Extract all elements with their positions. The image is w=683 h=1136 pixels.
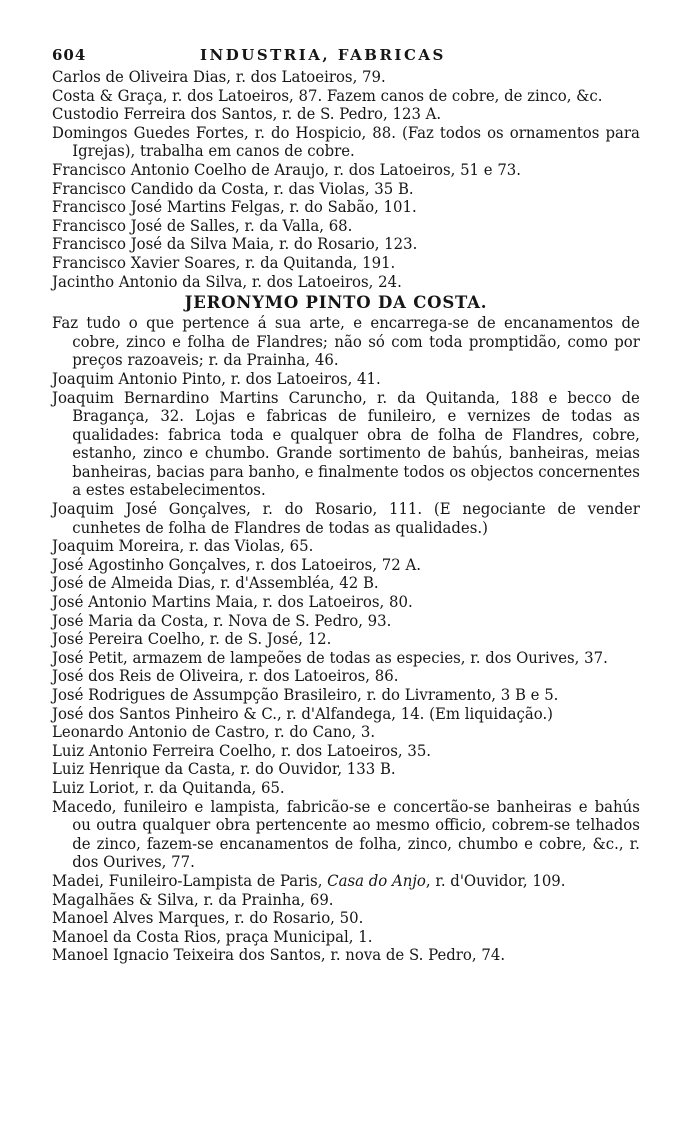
entry-name: Joaquim José Gonçalves, bbox=[52, 499, 251, 519]
list-item bbox=[52, 798, 640, 872]
entry-list-after bbox=[52, 368, 640, 965]
list-item bbox=[52, 779, 640, 798]
entry-name: Costa & Graça, bbox=[52, 85, 168, 105]
list-item bbox=[52, 723, 640, 742]
entry-details: r. dos Latoeiros, 41. bbox=[225, 368, 381, 388]
entry-name: José de Almeida Dias, bbox=[52, 573, 216, 593]
list-item bbox=[52, 630, 640, 649]
page-number: 604 bbox=[52, 46, 87, 64]
entry-name: Joaquim Bernardino Martins Caruncho, bbox=[52, 387, 367, 407]
list-item bbox=[52, 909, 640, 928]
entry-shop-name: Casa do Anjo bbox=[327, 870, 426, 890]
list-item bbox=[52, 891, 640, 910]
entry-name: Magalhães & Silva, bbox=[52, 889, 199, 909]
entry-name: Custodio Ferreira dos Santos, bbox=[52, 104, 278, 124]
list-item bbox=[52, 649, 640, 668]
entry-name: Luiz Loriot, bbox=[52, 777, 140, 797]
entry-name: Manoel Ignacio Teixeira dos Santos, bbox=[52, 945, 326, 965]
entry-details: r. do Hospicio, 88. (Faz todos os ornamentos para Igrejas), trabalha em canos de cobre. bbox=[72, 122, 640, 161]
list-item bbox=[52, 556, 640, 575]
featured-heading: JERONYMO PINTO DA COSTA. bbox=[184, 293, 488, 313]
running-head bbox=[52, 42, 620, 68]
list-item bbox=[52, 705, 640, 724]
list-item bbox=[52, 389, 640, 501]
entry-name: Leonardo Antonio de Castro, bbox=[52, 722, 270, 742]
entry-name: José Maria da Costa, bbox=[52, 610, 209, 630]
entry-details: r. do Ouvidor, 133 B. bbox=[235, 759, 396, 779]
entry-details: r. da Quitanda, 65. bbox=[139, 777, 285, 797]
entry-name: Madei, Funileiro-Lampista de Paris, bbox=[52, 870, 323, 890]
entry-name: José Petit, bbox=[52, 647, 128, 667]
list-item bbox=[52, 370, 640, 389]
list-item bbox=[52, 500, 640, 537]
entry-details: r. dos Latoeiros, 87. Fazem canos de cobre, de zinco, &c. bbox=[167, 85, 603, 105]
list-item bbox=[52, 928, 640, 947]
entry-name: Francisco Xavier Soares, bbox=[52, 252, 241, 272]
entry-details: r. dos Latoeiros, 86. bbox=[243, 666, 399, 686]
entry-name: Luiz Antonio Ferreira Coelho, bbox=[52, 740, 277, 760]
entry-name: José dos Santos Pinheiro & C., bbox=[52, 703, 282, 723]
list-item bbox=[52, 612, 640, 631]
entry-name: Manoel Alves Marques, bbox=[52, 908, 230, 928]
list-item bbox=[52, 124, 640, 161]
entry-name: José Rodrigues de Assumpção Brasileiro, bbox=[52, 685, 362, 704]
entry-details: r. dos Latoeiros, 79. bbox=[230, 67, 386, 86]
entry-details: funileiro e lampista, fabricão-se e concertão-se banheiras e bahús ou outra qualquer obra pertencente ao mesmo officio, cobrem-se telhados de zinco, fazem-se encanamentos de folha, zinco, chumbo e cobre, &c., r. dos Ourives, 77. bbox=[72, 796, 640, 872]
entry-details: , r. d'Ouvidor, 109. bbox=[425, 870, 566, 890]
entry-name: Francisco Antonio Coelho de Araujo, bbox=[52, 159, 330, 179]
list-item bbox=[52, 68, 640, 87]
entry-name: Francisco José da Silva Maia, bbox=[52, 234, 275, 254]
entry-details: r. da Prainha, 69. bbox=[198, 889, 334, 909]
entry-details: r. d'Assembléa, 42 B. bbox=[215, 573, 379, 593]
entry-name: Jacintho Antonio da Silva, bbox=[52, 271, 248, 291]
entry-details: r. do Sabão, 101. bbox=[284, 197, 417, 217]
entry-details: r. dos Latoeiros, 80. bbox=[257, 592, 413, 612]
directory-page bbox=[52, 42, 640, 965]
entry-details: r. do Rosario, 111. (E negociante de vender cunhetes de folha de Flandres de todas as qualidades.) bbox=[72, 499, 640, 537]
entry-details: r. Nova de S. Pedro, 93. bbox=[208, 610, 392, 630]
list-item bbox=[52, 537, 640, 556]
list-item bbox=[52, 742, 640, 761]
entry-name: José Antonio Martins Maia, bbox=[52, 592, 258, 612]
entry-details: r. nova de S. Pedro, 74. bbox=[325, 945, 506, 965]
list-item bbox=[52, 198, 640, 217]
entry-details: r. do Livramento, 3 B e 5. bbox=[361, 685, 559, 704]
list-item bbox=[52, 946, 640, 965]
list-item bbox=[52, 105, 640, 124]
entry-details: r. de S. Pedro, 123 A. bbox=[277, 104, 442, 124]
entry-details: r. do Rosario, 50. bbox=[229, 908, 364, 928]
entry-name: Luiz Henrique da Casta, bbox=[52, 759, 236, 779]
entry-name: Domingos Guedes Fortes, bbox=[52, 122, 249, 142]
entry-details: r. das Violas, 35 B. bbox=[268, 178, 414, 198]
entry-name: Francisco José Martins Felgas, bbox=[52, 197, 285, 217]
list-item bbox=[52, 180, 640, 199]
entry-name: José Pereira Coelho, bbox=[52, 629, 205, 649]
entry-name: José Agostinho Gonçalves, bbox=[52, 554, 251, 574]
entry-details: r. do Rosario, 123. bbox=[274, 234, 418, 254]
entry-details: r. de S. José, 12. bbox=[204, 629, 332, 649]
entry-name: Joaquim Antonio Pinto, bbox=[52, 368, 226, 388]
list-item bbox=[52, 217, 640, 236]
entry-name: Francisco José de Salles, bbox=[52, 215, 240, 235]
entry-details: praça Municipal, 1. bbox=[221, 926, 373, 946]
entry-details: r. d'Alfandega, 14. (Em liquidação.) bbox=[281, 703, 553, 723]
entry-details: r. dos Latoeiros, 35. bbox=[276, 740, 432, 760]
entry-name: Macedo, bbox=[52, 796, 117, 816]
entry-details: r. dos Latoeiros, 24. bbox=[247, 271, 402, 291]
list-item bbox=[52, 760, 640, 779]
entry-name: José dos Reis de Oliveira, bbox=[52, 666, 244, 686]
list-item bbox=[52, 254, 640, 273]
list-item bbox=[52, 593, 640, 612]
entry-name: Joaquim Moreira, bbox=[52, 536, 185, 556]
entry-details: r. das Violas, 65. bbox=[184, 536, 314, 556]
entry-name: Carlos de Oliveira Dias, bbox=[52, 67, 231, 86]
entry-details: armazem de lampeões de todas as especies, r. dos Ourives, 37. bbox=[127, 647, 608, 667]
list-item bbox=[52, 273, 640, 292]
list-item bbox=[52, 574, 640, 593]
entry-details: r. da Quitanda, 188 e becco de Bragança, 32. Lojas e fabricas de funileiro, e vernizes de todas as qualidades: fabrica toda e qualquer obra de folha de Flandres, cobre, estanho, zinco e chumbo. Grande sortimento de bahús, banheiras, meias banheiras, bacias para banho, e finalmente todos os objectos concernentes a estes estabelecimentos. bbox=[72, 387, 640, 500]
entry-name: Francisco Candido da Costa, bbox=[52, 178, 269, 198]
entry-details: r. dos Latoeiros, 51 e 73. bbox=[329, 159, 522, 179]
entry-details: r. do Cano, 3. bbox=[269, 722, 376, 742]
list-item bbox=[52, 235, 640, 254]
list-item bbox=[52, 87, 640, 106]
list-item bbox=[52, 872, 640, 891]
section-title: INDUSTRIA, FABRICAS bbox=[200, 46, 446, 64]
entry-name: Manoel da Costa Rios, bbox=[52, 926, 222, 946]
entry-details: r. da Quitanda, 191. bbox=[240, 252, 396, 272]
entry-details: r. da Valla, 68. bbox=[239, 215, 353, 235]
list-item bbox=[52, 161, 640, 180]
entry-details: r. dos Latoeiros, 72 A. bbox=[250, 554, 421, 574]
list-item bbox=[52, 667, 640, 686]
featured-text: Faz tudo o que pertence á sua arte, e encarrega-se de encanamentos de cobre, zinco e folha de Flandres; não só com toda promptidão, como por preços razoaveis; r. da Prainha, 46. bbox=[52, 313, 640, 370]
entry-list-before bbox=[52, 67, 640, 291]
list-item bbox=[52, 686, 640, 705]
